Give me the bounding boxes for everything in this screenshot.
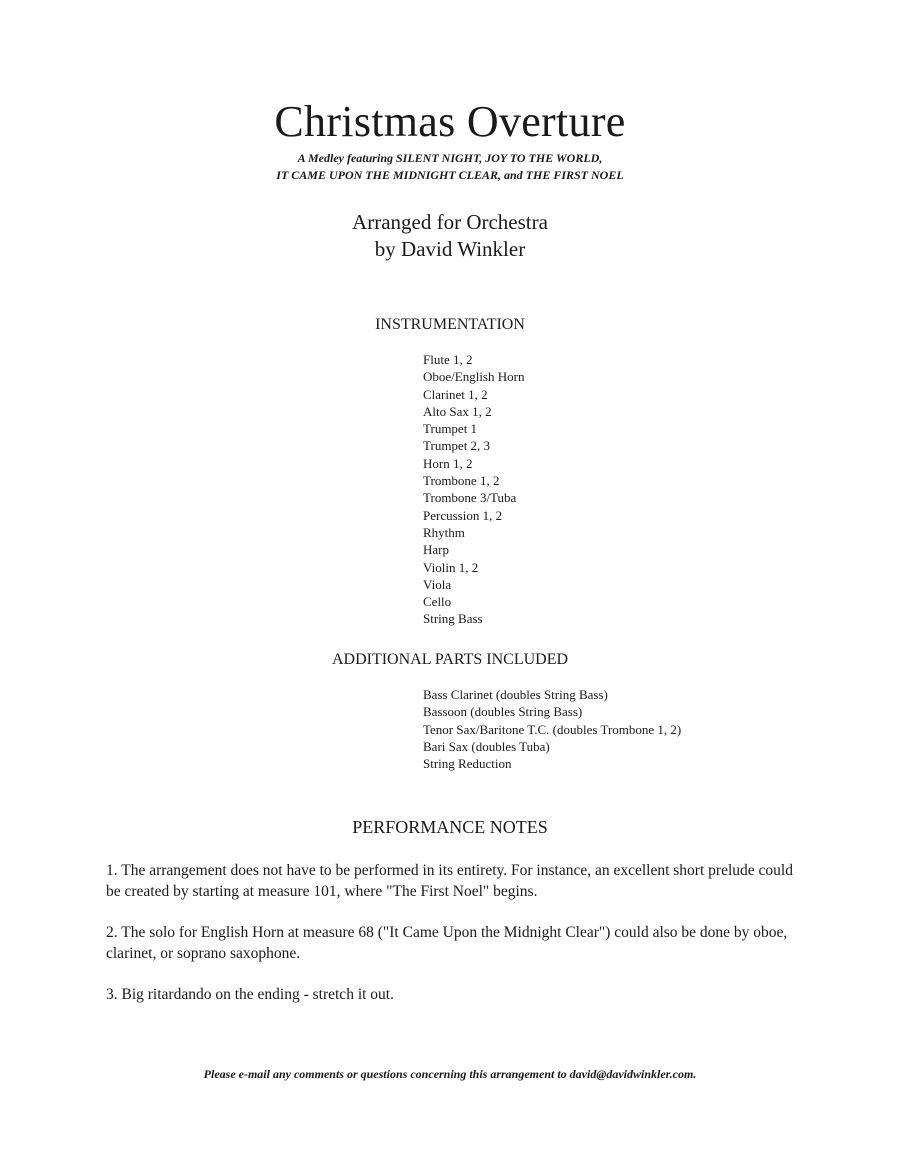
subtitle xyxy=(0,150,900,184)
instrument-item: Rhythm xyxy=(423,524,465,540)
performance-note: 1. The arrangement does not have to be performed in its entirety. For instance, an excellent short prelude could be created by starting at measure 101, where "The First Noel" begins. xyxy=(106,862,793,900)
additional-part-item: Tenor Sax/Baritone T.C. (doubles Trombone 1, 2) xyxy=(423,721,682,737)
performance-notes xyxy=(106,860,806,1025)
instrumentation-heading: INSTRUMENTATION xyxy=(375,316,525,333)
arranged-for-line: Arranged for Orchestra xyxy=(352,210,548,234)
subtitle-line-1: A Medley featuring SILENT NIGHT, JOY TO THE WORLD, xyxy=(297,151,603,165)
additional-part-item: Bass Clarinet (doubles String Bass) xyxy=(423,687,608,702)
instrument-item: Viola xyxy=(423,576,452,592)
instrument-item: Trumpet 1 xyxy=(423,421,478,437)
instrument-item: Trombone 1, 2 xyxy=(423,473,500,489)
instrumentation-list xyxy=(423,351,524,628)
additional-part-item: String Reduction xyxy=(423,756,512,772)
arranger-credit xyxy=(0,209,900,263)
instrument-item: Trumpet 2, 3 xyxy=(423,438,491,454)
instrument-item: Alto Sax 1, 2 xyxy=(423,403,492,419)
additional-part-item: Bari Sax (doubles Tuba) xyxy=(423,738,550,754)
instrument-item: Cello xyxy=(423,594,452,610)
instrument-item: Oboe/English Horn xyxy=(423,369,525,385)
instrument-item: Flute 1, 2 xyxy=(423,352,473,367)
page-title: Christmas Overture xyxy=(274,97,626,146)
performance-note: 3. Big ritardando on the ending - stretch it out. xyxy=(106,986,394,1003)
instrument-item: Percussion 1, 2 xyxy=(423,507,503,523)
instrument-item: Clarinet 1, 2 xyxy=(423,386,488,402)
arranger-name-line: by David Winkler xyxy=(374,237,526,261)
instrument-item: Violin 1, 2 xyxy=(423,559,479,575)
subtitle-line-2: IT CAME UPON THE MIDNIGHT CLEAR, and THE FIRST NOEL xyxy=(276,168,624,182)
additional-parts-list xyxy=(423,686,681,772)
instrument-item: Trombone 3/Tuba xyxy=(423,490,517,506)
additional-part-item: Bassoon (doubles String Bass) xyxy=(423,704,583,720)
additional-parts-heading: ADDITIONAL PARTS INCLUDED xyxy=(331,651,569,668)
contact-footer: Please e-mail any comments or questions concerning this arrangement to david@davidwinkler.com. xyxy=(203,1067,697,1081)
instrument-item: String Bass xyxy=(423,611,483,627)
instrument-item: Horn 1, 2 xyxy=(423,455,473,471)
performance-note: 2. The solo for English Horn at measure 68 ("It Came Upon the Midnight Clear") could also be done by oboe, clarinet, or soprano saxophone. xyxy=(106,924,788,962)
performance-notes-heading: PERFORMANCE NOTES xyxy=(352,817,548,837)
instrument-item: Harp xyxy=(423,542,449,558)
